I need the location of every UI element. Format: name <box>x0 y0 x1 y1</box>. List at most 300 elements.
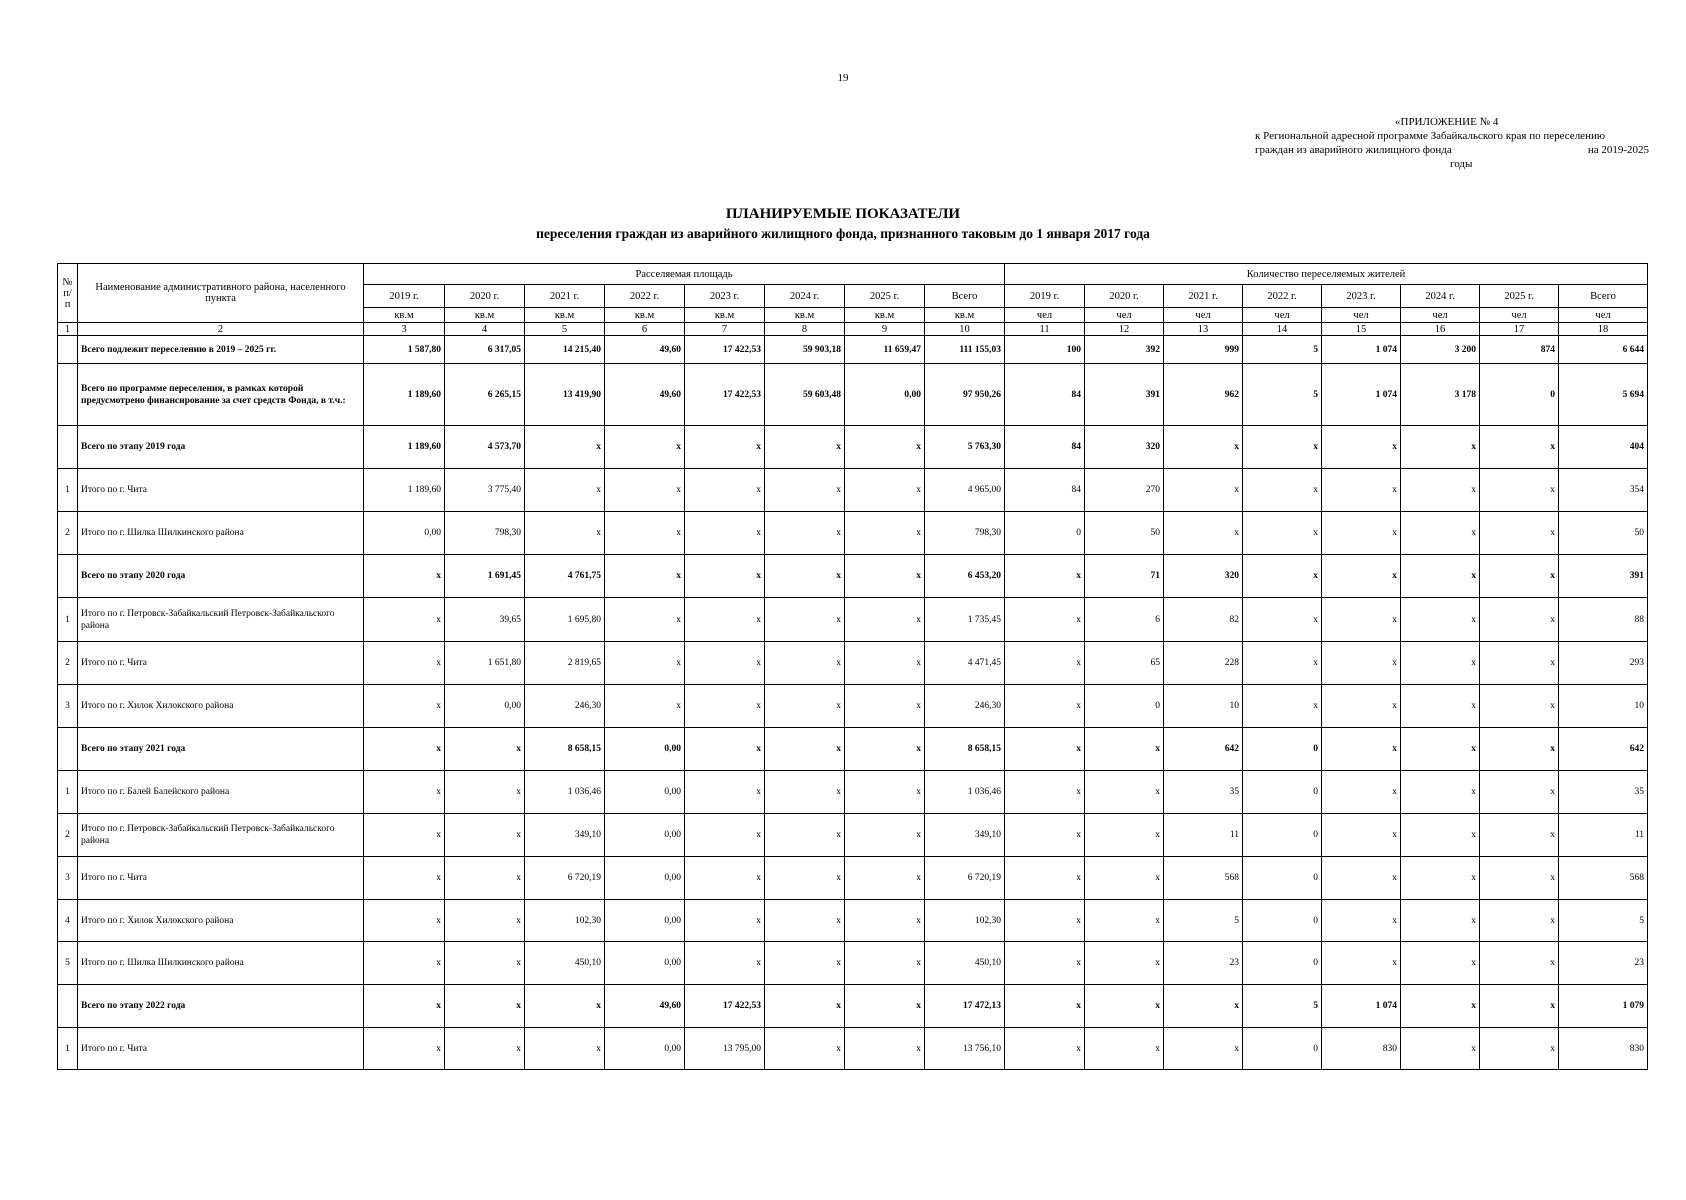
header-unit: кв.м <box>925 308 1005 323</box>
people-cell: 50 <box>1559 512 1648 555</box>
header-year: 2025 г. <box>1480 285 1559 308</box>
header-column-number: 13 <box>1164 323 1243 336</box>
header-unit: чел <box>1480 308 1559 323</box>
people-cell: x <box>1480 555 1559 598</box>
people-cell: x <box>1480 469 1559 512</box>
header-column-number: 7 <box>685 323 765 336</box>
people-cell: 5 694 <box>1559 364 1648 426</box>
area-cell: 17 422,53 <box>685 336 765 364</box>
people-cell: 6 <box>1085 598 1164 642</box>
area-cell: x <box>765 942 845 985</box>
area-cell: 349,10 <box>925 814 1005 857</box>
header-year: 2022 г. <box>605 285 685 308</box>
area-cell: x <box>445 728 525 771</box>
header-unit: кв.м <box>364 308 445 323</box>
area-cell: 0,00 <box>605 728 685 771</box>
people-cell: 23 <box>1559 942 1648 985</box>
area-cell: 1 189,60 <box>364 469 445 512</box>
header-column-number: 12 <box>1085 323 1164 336</box>
people-cell: x <box>1243 642 1322 685</box>
area-cell: x <box>364 942 445 985</box>
area-cell: 102,30 <box>925 900 1005 942</box>
people-cell: x <box>1401 771 1480 814</box>
area-cell: x <box>364 555 445 598</box>
table-row <box>58 685 1648 728</box>
area-cell: x <box>845 1028 925 1070</box>
header-num: № п/п <box>58 264 78 323</box>
people-cell: x <box>1243 469 1322 512</box>
people-cell: 0 <box>1243 942 1322 985</box>
row-number: 1 <box>58 469 78 512</box>
people-cell: x <box>1085 900 1164 942</box>
header-year: 2024 г. <box>765 285 845 308</box>
area-cell: x <box>605 598 685 642</box>
area-cell: x <box>525 469 605 512</box>
area-cell: 13 756,10 <box>925 1028 1005 1070</box>
area-cell: 6 720,19 <box>925 857 1005 900</box>
people-cell: x <box>1005 857 1085 900</box>
people-cell: 830 <box>1322 1028 1401 1070</box>
appendix-line-right: на 2019-2025 <box>1587 144 1649 156</box>
table-row <box>58 336 1648 364</box>
area-cell: x <box>845 642 925 685</box>
header-year: 2022 г. <box>1243 285 1322 308</box>
people-cell: x <box>1005 555 1085 598</box>
people-cell: x <box>1401 985 1480 1028</box>
area-cell: x <box>845 685 925 728</box>
area-cell: 97 950,26 <box>925 364 1005 426</box>
people-cell: x <box>1480 685 1559 728</box>
row-number: 3 <box>58 685 78 728</box>
people-cell: x <box>1322 771 1401 814</box>
area-cell: 49,60 <box>605 364 685 426</box>
table-row <box>58 426 1648 469</box>
header-year: 2023 г. <box>1322 285 1401 308</box>
people-cell: 0 <box>1005 512 1085 555</box>
header-column-number: 15 <box>1322 323 1401 336</box>
area-cell: 13 795,00 <box>685 1028 765 1070</box>
header-unit: чел <box>1322 308 1401 323</box>
header-year: 2024 г. <box>1401 285 1480 308</box>
row-number <box>58 985 78 1028</box>
area-cell: x <box>845 857 925 900</box>
people-cell: 1 074 <box>1322 336 1401 364</box>
people-cell: x <box>1480 771 1559 814</box>
people-cell: x <box>1322 598 1401 642</box>
table-row <box>58 985 1648 1028</box>
people-cell: 84 <box>1005 426 1085 469</box>
table-row <box>58 771 1648 814</box>
people-cell: 11 <box>1164 814 1243 857</box>
people-cell: x <box>1401 555 1480 598</box>
row-name: Всего по этапу 2019 года <box>78 426 364 469</box>
area-cell: x <box>845 555 925 598</box>
area-cell: 39,65 <box>445 598 525 642</box>
people-cell: x <box>1401 426 1480 469</box>
area-cell: 8 658,15 <box>525 728 605 771</box>
row-number <box>58 426 78 469</box>
area-cell: x <box>445 900 525 942</box>
people-cell: x <box>1480 985 1559 1028</box>
people-cell: 0 <box>1243 900 1322 942</box>
area-cell: x <box>765 598 845 642</box>
table-row <box>58 512 1648 555</box>
people-cell: x <box>1005 942 1085 985</box>
area-cell: x <box>605 642 685 685</box>
header-group-area: Расселяемая площадь <box>364 264 1005 285</box>
header-unit: чел <box>1005 308 1085 323</box>
area-cell: 349,10 <box>525 814 605 857</box>
people-cell: x <box>1322 685 1401 728</box>
row-name: Итого по г. Петровск-Забайкальский Петровск-Забайкальского района <box>78 598 364 642</box>
header-column-number: 17 <box>1480 323 1559 336</box>
people-cell: x <box>1401 598 1480 642</box>
table-row <box>58 900 1648 942</box>
area-cell: 0,00 <box>605 942 685 985</box>
people-cell: 568 <box>1559 857 1648 900</box>
people-cell: 320 <box>1085 426 1164 469</box>
area-cell: x <box>364 642 445 685</box>
area-cell: x <box>605 685 685 728</box>
area-cell: x <box>685 555 765 598</box>
area-cell: 1 735,45 <box>925 598 1005 642</box>
people-cell: x <box>1480 900 1559 942</box>
people-cell: x <box>1480 598 1559 642</box>
area-cell: 1 695,80 <box>525 598 605 642</box>
table-row <box>58 642 1648 685</box>
area-cell: x <box>445 985 525 1028</box>
row-number: 1 <box>58 1028 78 1070</box>
people-cell: 50 <box>1085 512 1164 555</box>
people-cell: x <box>1480 512 1559 555</box>
table-row <box>58 598 1648 642</box>
area-cell: x <box>845 771 925 814</box>
people-cell: 962 <box>1164 364 1243 426</box>
area-cell: 13 419,90 <box>525 364 605 426</box>
area-cell: 1 189,60 <box>364 364 445 426</box>
row-number <box>58 364 78 426</box>
area-cell: x <box>364 900 445 942</box>
area-cell: 0,00 <box>445 685 525 728</box>
header-column-number: 6 <box>605 323 685 336</box>
area-cell: 59 903,18 <box>765 336 845 364</box>
area-cell: 1 691,45 <box>445 555 525 598</box>
area-cell: x <box>685 426 765 469</box>
people-cell: x <box>1322 642 1401 685</box>
row-number: 4 <box>58 900 78 942</box>
people-cell: x <box>1480 426 1559 469</box>
area-cell: x <box>765 985 845 1028</box>
people-cell: x <box>1480 1028 1559 1070</box>
area-cell: 6 720,19 <box>525 857 605 900</box>
people-cell: x <box>1085 814 1164 857</box>
people-cell: 84 <box>1005 469 1085 512</box>
people-cell: x <box>1322 942 1401 985</box>
area-cell: x <box>685 942 765 985</box>
people-cell: x <box>1005 814 1085 857</box>
row-name: Итого по г. Шилка Шилкинского района <box>78 512 364 555</box>
area-cell: x <box>525 1028 605 1070</box>
people-cell: x <box>1322 900 1401 942</box>
area-cell: 17 422,53 <box>685 985 765 1028</box>
people-cell: 830 <box>1559 1028 1648 1070</box>
header-name: Наименование административного района, населенного пункта <box>78 264 364 323</box>
people-cell: 642 <box>1559 728 1648 771</box>
people-cell: 88 <box>1559 598 1648 642</box>
people-cell: x <box>1401 857 1480 900</box>
people-cell: x <box>1480 814 1559 857</box>
area-cell: x <box>765 900 845 942</box>
people-cell: x <box>1322 512 1401 555</box>
people-cell: 5 <box>1243 985 1322 1028</box>
header-unit: чел <box>1559 308 1648 323</box>
area-cell: 0,00 <box>605 814 685 857</box>
people-cell: 354 <box>1559 469 1648 512</box>
people-cell: x <box>1085 771 1164 814</box>
area-cell: x <box>605 555 685 598</box>
row-number: 3 <box>58 857 78 900</box>
area-cell: 102,30 <box>525 900 605 942</box>
area-cell: x <box>765 771 845 814</box>
area-cell: x <box>364 685 445 728</box>
people-cell: 874 <box>1480 336 1559 364</box>
area-cell: x <box>765 555 845 598</box>
area-cell: x <box>765 426 845 469</box>
area-cell: 0,00 <box>605 900 685 942</box>
people-cell: x <box>1005 985 1085 1028</box>
appendix-line-left: граждан из аварийного жилищного фонда <box>1255 144 1452 156</box>
people-cell: 3 178 <box>1401 364 1480 426</box>
row-name: Итого по г. Чита <box>78 857 364 900</box>
area-cell: x <box>845 728 925 771</box>
area-cell: 2 819,65 <box>525 642 605 685</box>
area-cell: x <box>364 857 445 900</box>
area-cell: x <box>765 685 845 728</box>
people-cell: 35 <box>1559 771 1648 814</box>
people-cell: 0 <box>1243 857 1322 900</box>
people-cell: x <box>1005 728 1085 771</box>
people-cell: 0 <box>1480 364 1559 426</box>
area-cell: 450,10 <box>525 942 605 985</box>
row-name: Итого по г. Чита <box>78 469 364 512</box>
row-name: Всего подлежит переселению в 2019 – 2025 гг. <box>78 336 364 364</box>
header-unit: кв.м <box>685 308 765 323</box>
area-cell: 6 317,05 <box>445 336 525 364</box>
area-cell: x <box>845 426 925 469</box>
area-cell: 450,10 <box>925 942 1005 985</box>
people-cell: 999 <box>1164 336 1243 364</box>
area-cell: x <box>685 728 765 771</box>
area-cell: x <box>445 1028 525 1070</box>
area-cell: 49,60 <box>605 336 685 364</box>
row-number <box>58 336 78 364</box>
people-cell: 100 <box>1005 336 1085 364</box>
area-cell: x <box>685 685 765 728</box>
people-cell: x <box>1322 555 1401 598</box>
area-cell: x <box>765 1028 845 1070</box>
area-cell: x <box>845 942 925 985</box>
people-cell: x <box>1085 985 1164 1028</box>
table-row <box>58 1028 1648 1070</box>
area-cell: x <box>845 512 925 555</box>
area-cell: x <box>685 512 765 555</box>
people-cell: 391 <box>1559 555 1648 598</box>
people-cell: 642 <box>1164 728 1243 771</box>
row-name: Всего по этапу 2021 года <box>78 728 364 771</box>
area-cell: 17 472,13 <box>925 985 1005 1028</box>
people-cell: x <box>1005 771 1085 814</box>
header-column-number: 14 <box>1243 323 1322 336</box>
area-cell: 59 603,48 <box>765 364 845 426</box>
area-cell: 4 761,75 <box>525 555 605 598</box>
area-cell: 1 036,46 <box>925 771 1005 814</box>
header-year: 2019 г. <box>1005 285 1085 308</box>
area-cell: x <box>364 771 445 814</box>
area-cell: 49,60 <box>605 985 685 1028</box>
header-year: 2021 г. <box>1164 285 1243 308</box>
people-cell: 293 <box>1559 642 1648 685</box>
area-cell: x <box>525 426 605 469</box>
header-year: 2023 г. <box>685 285 765 308</box>
area-cell: 111 155,03 <box>925 336 1005 364</box>
people-cell: x <box>1243 598 1322 642</box>
header-column-number: 5 <box>525 323 605 336</box>
row-number: 5 <box>58 942 78 985</box>
header-unit: чел <box>1243 308 1322 323</box>
people-cell: x <box>1480 728 1559 771</box>
area-cell: x <box>364 985 445 1028</box>
people-cell: x <box>1243 512 1322 555</box>
row-number <box>58 555 78 598</box>
area-cell: 4 965,00 <box>925 469 1005 512</box>
people-cell: x <box>1164 469 1243 512</box>
people-cell: 228 <box>1164 642 1243 685</box>
table-row <box>58 364 1648 426</box>
area-cell: x <box>605 426 685 469</box>
table-row <box>58 857 1648 900</box>
area-cell: 4 471,45 <box>925 642 1005 685</box>
header-column-number: 18 <box>1559 323 1648 336</box>
people-cell: x <box>1322 728 1401 771</box>
row-number <box>58 728 78 771</box>
area-cell: x <box>765 512 845 555</box>
header-unit: кв.м <box>525 308 605 323</box>
people-cell: x <box>1322 426 1401 469</box>
area-cell: x <box>445 857 525 900</box>
people-cell: x <box>1164 426 1243 469</box>
people-cell: 5 <box>1243 364 1322 426</box>
appendix-note <box>1255 115 1655 171</box>
page-title: ПЛАНИРУЕМЫЕ ПОКАЗАТЕЛИ <box>725 206 961 222</box>
row-number: 2 <box>58 814 78 857</box>
header-unit: чел <box>1085 308 1164 323</box>
area-cell: x <box>685 771 765 814</box>
people-cell: 0 <box>1243 1028 1322 1070</box>
people-cell: 1 074 <box>1322 985 1401 1028</box>
people-cell: 404 <box>1559 426 1648 469</box>
people-cell: 392 <box>1085 336 1164 364</box>
row-number: 2 <box>58 512 78 555</box>
area-cell: 14 215,40 <box>525 336 605 364</box>
area-cell: x <box>525 985 605 1028</box>
area-cell: 246,30 <box>525 685 605 728</box>
row-name: Итого по г. Шилка Шилкинского района <box>78 942 364 985</box>
people-cell: x <box>1164 512 1243 555</box>
people-cell: 3 200 <box>1401 336 1480 364</box>
row-name: Итого по г. Хилок Хилокского района <box>78 685 364 728</box>
header-column-number: 1 <box>58 323 78 336</box>
people-cell: x <box>1243 555 1322 598</box>
header-column-number: 2 <box>78 323 364 336</box>
table-row <box>58 728 1648 771</box>
area-cell: 3 775,40 <box>445 469 525 512</box>
people-cell: 6 644 <box>1559 336 1648 364</box>
people-cell: x <box>1401 642 1480 685</box>
people-cell: x <box>1243 426 1322 469</box>
area-cell: x <box>765 857 845 900</box>
area-cell: x <box>445 771 525 814</box>
area-cell: 8 658,15 <box>925 728 1005 771</box>
people-cell: 35 <box>1164 771 1243 814</box>
area-cell: 0,00 <box>605 857 685 900</box>
people-cell: x <box>1164 985 1243 1028</box>
area-cell: x <box>845 985 925 1028</box>
area-cell: x <box>525 512 605 555</box>
people-cell: 82 <box>1164 598 1243 642</box>
people-cell: x <box>1480 642 1559 685</box>
header-unit: кв.м <box>765 308 845 323</box>
people-cell: x <box>1322 857 1401 900</box>
area-cell: x <box>685 900 765 942</box>
people-cell: x <box>1322 469 1401 512</box>
people-cell: 1 079 <box>1559 985 1648 1028</box>
row-name: Всего по этапу 2022 года <box>78 985 364 1028</box>
people-cell: x <box>1005 900 1085 942</box>
area-cell: 246,30 <box>925 685 1005 728</box>
header-column-number: 8 <box>765 323 845 336</box>
people-cell: x <box>1480 942 1559 985</box>
indicators-table <box>57 263 1648 1070</box>
header-year: 2020 г. <box>445 285 525 308</box>
people-cell: 0 <box>1243 771 1322 814</box>
row-name: Всего по программе переселения, в рамках которой предусмотрено финансирование за счет средств Фонда, в т.ч.: <box>78 364 364 426</box>
area-cell: 1 036,46 <box>525 771 605 814</box>
people-cell: 23 <box>1164 942 1243 985</box>
row-number: 2 <box>58 642 78 685</box>
people-cell: x <box>1401 814 1480 857</box>
appendix-line <box>1255 143 1655 157</box>
area-cell: x <box>605 512 685 555</box>
people-cell: 0 <box>1243 728 1322 771</box>
area-cell: x <box>685 598 765 642</box>
area-cell: x <box>605 469 685 512</box>
people-cell: 11 <box>1559 814 1648 857</box>
area-cell: x <box>364 814 445 857</box>
area-cell: x <box>765 728 845 771</box>
area-cell: x <box>445 814 525 857</box>
people-cell: x <box>1085 1028 1164 1070</box>
people-cell: x <box>1401 512 1480 555</box>
people-cell: 0 <box>1243 814 1322 857</box>
header-year: 2020 г. <box>1085 285 1164 308</box>
header-column-number: 11 <box>1005 323 1085 336</box>
people-cell: x <box>1005 598 1085 642</box>
people-cell: 5 <box>1559 900 1648 942</box>
area-cell: 1 651,80 <box>445 642 525 685</box>
header-year: 2021 г. <box>525 285 605 308</box>
header-year: 2025 г. <box>845 285 925 308</box>
row-number: 1 <box>58 598 78 642</box>
